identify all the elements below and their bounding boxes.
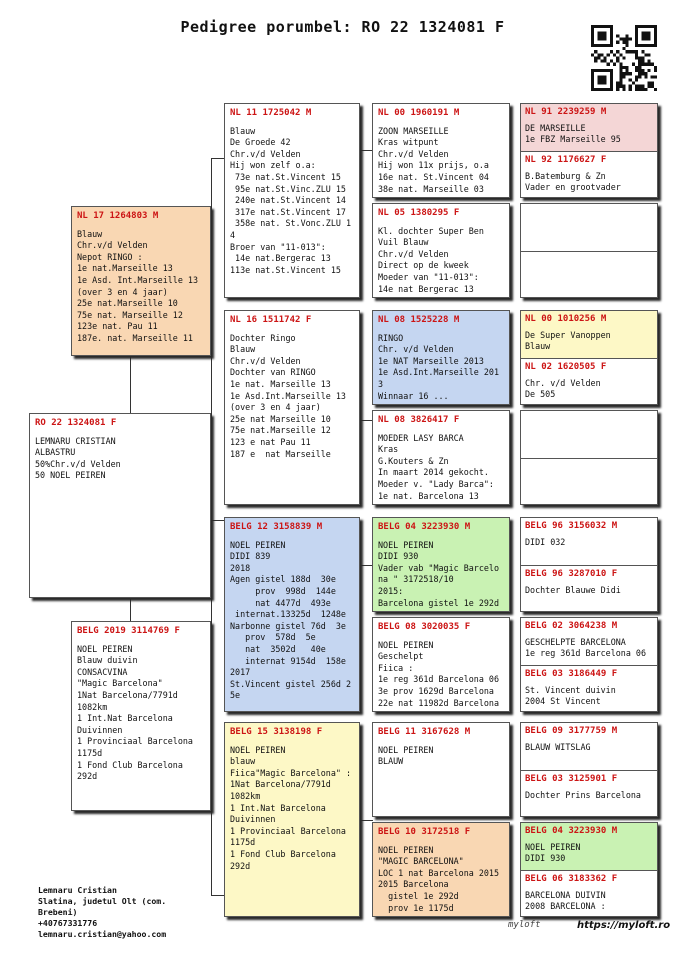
pigeon-info-line: 1e reg 361d Barcelona 06 xyxy=(378,674,500,685)
pigeon-card-gen4 xyxy=(521,518,657,565)
pigeon-info-line: DIDI 930 xyxy=(378,551,419,562)
pigeon-card-gen4 xyxy=(521,665,657,712)
pigeon-info-line: NOEL PEIREN xyxy=(230,539,286,550)
pigeon-info-line: Hij won 11x prijs, o.a xyxy=(378,160,489,171)
pigeon-info-line: De Super Vanoppen xyxy=(525,329,611,340)
pigeon-info-line: Geschelpt xyxy=(378,651,424,662)
brand-logo: myloft xyxy=(508,920,541,930)
pigeon-card-gen4 xyxy=(521,358,657,405)
pigeon-info-line: 25e nat.Marseille 10 xyxy=(77,298,178,309)
pigeon-info-line: 1e Asd.Int.Marseille 201 xyxy=(378,367,500,378)
ring-number: BELG 03 3186449 F xyxy=(525,669,618,679)
pigeon-info-line: (over 3 en 4 jaar) xyxy=(77,286,168,297)
pigeon-info-line: 1e FBZ Marseille 95 xyxy=(525,134,621,145)
pigeon-info-line: De Groede 42 xyxy=(230,137,291,148)
ring-number: NL 11 1725042 M xyxy=(230,108,312,118)
pigeon-card-gen4 xyxy=(521,565,657,612)
pigeon-info-line: NOEL PEIREN xyxy=(378,744,434,755)
pigeon-info-line: DIDI 930 xyxy=(525,853,566,864)
pigeon-info-line: 1e nat. Marseille 13 xyxy=(230,378,331,389)
breeder-contact xyxy=(38,885,166,940)
pigeon-info-line: 1082km xyxy=(230,790,261,801)
pigeon-info-line: 317e nat.St.Vincent 17 xyxy=(230,206,346,217)
pigeon-info-line: prov 578d 5e xyxy=(230,632,316,643)
pigeon-card-gen4 xyxy=(521,251,657,298)
pigeon-info-line: 2017 xyxy=(230,667,251,678)
pigeon-info-line: 187 e nat Marseille xyxy=(230,448,331,459)
pigeon-info-line: Nepot RINGO : xyxy=(77,251,143,262)
pigeon-info-line: 292d xyxy=(230,860,251,871)
pigeon-pair-gen4 xyxy=(520,722,658,817)
pigeon-card-gen2 xyxy=(224,722,360,917)
contact-line: Lemnaru Cristian xyxy=(38,885,117,895)
pigeon-info-line: 4 xyxy=(230,229,236,240)
pigeon-pair-gen4 xyxy=(520,822,658,917)
pigeon-info-line: 1e nat. Barcelona 13 xyxy=(378,490,479,501)
pigeon-pair-gen4 xyxy=(520,310,658,405)
pigeon-info-line: MOEDER LASY BARCA xyxy=(378,432,464,443)
pigeon-card-gen2 xyxy=(224,103,360,298)
pigeon-card-gen4 xyxy=(521,723,657,770)
pigeon-info-line: ZOON MARSEILLE xyxy=(378,125,449,136)
pigeon-card-gen4 xyxy=(521,458,657,505)
pigeon-info-line: 1 Provinciaal Barcelona xyxy=(77,736,193,747)
ring-number: NL 91 2239259 M xyxy=(525,107,607,117)
ring-number: NL 08 1525228 M xyxy=(378,315,460,325)
pigeon-info-line: 358e nat. St.Vonc.ZLU 1 xyxy=(230,218,352,229)
pigeon-info-line: NOEL PEIREN xyxy=(378,639,434,650)
pigeon-info-line: 14e nat Bergerac 13 xyxy=(378,283,474,294)
pigeon-info-line: BLAUW WITSLAG xyxy=(525,741,591,752)
pigeon-info-line: 1Nat Barcelona/7791d xyxy=(77,689,178,700)
pigeon-info-line: In maart 2014 gekocht. xyxy=(378,467,489,478)
ring-number: NL 92 1176627 F xyxy=(525,155,607,165)
pigeon-info-line: Chr.v/d Velden xyxy=(378,248,449,259)
pigeon-info-line: 1e NAT Marseille 2013 xyxy=(378,355,484,366)
ring-number: NL 16 1511742 F xyxy=(230,315,312,325)
pigeon-info-line: B.Batemburg & Zn xyxy=(525,170,606,181)
pigeon-info-line: Vuil Blauw xyxy=(378,237,429,248)
pigeon-card-subject xyxy=(29,413,211,598)
pigeon-card-gen3 xyxy=(372,517,510,612)
pigeon-info-line: Dochter van RINGO xyxy=(230,367,316,378)
pigeon-info-line: 50 NOEL PEIREN xyxy=(35,470,106,481)
pigeon-info-line: Kl. dochter Super Ben xyxy=(378,225,484,236)
pigeon-info-line: 1 Int.Nat Barcelona xyxy=(230,802,326,813)
pigeon-info-line: internat 9154d 158e xyxy=(230,655,346,666)
pigeon-info-line: Chr.v/d Velden xyxy=(230,355,301,366)
contact-line: +40767331776 xyxy=(38,918,98,928)
pigeon-card-gen4 xyxy=(521,618,657,665)
pigeon-info-line: internat.13325d 1248e xyxy=(230,609,346,620)
page-title: Pedigree porumbel: RO 22 1324081 F xyxy=(180,18,505,36)
pigeon-card-gen3 xyxy=(372,822,510,917)
pigeon-info-line: NOEL PEIREN xyxy=(378,844,434,855)
pigeon-info-line: NOEL PEIREN xyxy=(525,841,581,852)
qr-code xyxy=(591,25,657,91)
pigeon-info-line: 2015: xyxy=(378,585,404,596)
pigeon-info-line: Winnaar 16 ... xyxy=(378,390,449,401)
pigeon-info-line: gistel 1e 292d xyxy=(378,890,459,901)
pigeon-info-line: 16e nat. St.Vincent 04 xyxy=(378,171,489,182)
ring-number: NL 08 3826417 F xyxy=(378,415,460,425)
pigeon-info-line: 1 Fond Club Barcelona xyxy=(77,759,183,770)
pigeon-info-line: 187e. nat. Marseille 11 xyxy=(77,332,193,343)
pigeon-info-line: 2004 St Vincent xyxy=(525,696,601,707)
site-link[interactable]: https://myloft.ro xyxy=(577,920,671,931)
pigeon-info-line: Narbonne gistel 76d 3e xyxy=(230,620,346,631)
pigeon-info-line: Chr.v/d Velden xyxy=(77,240,148,251)
pigeon-info-line: (over 3 en 4 jaar) xyxy=(230,402,321,413)
pigeon-info-line: Fiica : xyxy=(378,662,414,673)
pigeon-info-line: Chr.v/d Velden xyxy=(378,148,449,159)
pigeon-card-gen2 xyxy=(224,517,360,712)
pigeon-info-line: Direct op de kweek xyxy=(378,260,469,271)
pigeon-info-line: Broer van "11-013": xyxy=(230,241,326,252)
pigeon-card-gen4 xyxy=(521,823,657,870)
contact-line: Brebeni) xyxy=(38,907,78,917)
pigeon-info-line: Dochter Prins Barcelona xyxy=(525,789,641,800)
pigeon-info-line: 75e nat. Marseille 12 xyxy=(77,309,183,320)
pigeon-info-line: prov 998d 144e xyxy=(230,585,336,596)
pigeon-info-line: 14e nat.Bergerac 13 xyxy=(230,253,331,264)
pigeon-info-line: 38e nat. Marseille 03 xyxy=(378,183,484,194)
pigeon-info-line: 75e nat.Marseille 12 xyxy=(230,425,331,436)
pigeon-info-line: 1Nat Barcelona/7791d xyxy=(230,779,331,790)
pigeon-info-line: 3 xyxy=(378,378,384,389)
pigeon-card-gen4 xyxy=(521,411,657,458)
pigeon-card-gen2 xyxy=(224,310,360,505)
pigeon-info-line: Kras xyxy=(378,444,399,455)
pigeon-info-line: Kras witpunt xyxy=(378,137,439,148)
ring-number: RO 22 1324081 F xyxy=(35,418,117,428)
pigeon-info-line: 2008 BARCELONA : xyxy=(525,901,606,912)
ring-number: BELG 96 3287010 F xyxy=(525,569,618,579)
pigeon-info-line: "Magic Barcelona" xyxy=(77,678,163,689)
pigeon-info-line: 1e Asd. Int.Marseille 13 xyxy=(77,274,199,285)
pigeon-info-line: Moeder van "11-013": xyxy=(378,271,479,282)
ring-number: NL 00 1010256 M xyxy=(525,314,607,324)
pigeon-pair-gen4 xyxy=(520,517,658,612)
pigeon-info-line: 1 Provinciaal Barcelona xyxy=(230,825,346,836)
pigeon-info-line: DE MARSEILLE xyxy=(525,122,586,133)
pigeon-info-line: LOC 1 nat Barcelona 2015 xyxy=(378,867,500,878)
pigeon-info-line: CONSACVINA xyxy=(77,666,128,677)
pigeon-info-line: Dochter Ringo xyxy=(230,332,296,343)
pigeon-info-line: Duivinnen xyxy=(230,814,276,825)
pigeon-card-dam xyxy=(71,621,211,811)
pigeon-info-line: St.Vincent gistel 256d 2 xyxy=(230,678,352,689)
pigeon-info-line: Vader en grootvader xyxy=(525,182,621,193)
pigeon-info-line: Blauw xyxy=(230,125,256,136)
pigeon-info-line: 113e nat.St.Vincent 15 xyxy=(230,264,341,275)
pigeon-info-line: GESCHELPTE BARCELONA xyxy=(525,636,626,647)
pigeon-card-gen4 xyxy=(521,870,657,917)
pigeon-info-line: ALBASTRU xyxy=(35,447,76,458)
pigeon-info-line: Dochter Blauwe Didi xyxy=(525,584,621,595)
pigeon-pair-gen4 xyxy=(520,203,658,298)
pigeon-info-line: 5e xyxy=(230,690,241,701)
pigeon-info-line: nat 3502d 40e xyxy=(230,643,326,654)
pigeon-info-line: LEMNARU CRISTIAN xyxy=(35,435,116,446)
pigeon-info-line: 3e prov 1629d Barcelona xyxy=(378,685,494,696)
ring-number: BELG 02 3064238 M xyxy=(525,621,618,631)
pigeon-info-line: 2015 Barcelona xyxy=(378,879,449,890)
pigeon-info-line: 292d xyxy=(77,771,98,782)
pigeon-info-line: 240e nat.St.Vincent 14 xyxy=(230,195,346,206)
pigeon-card-gen3 xyxy=(372,310,510,405)
pigeon-card-gen4 xyxy=(521,151,657,198)
pigeon-card-gen4 xyxy=(521,770,657,817)
pigeon-info-line: NOEL PEIREN xyxy=(77,643,133,654)
pigeon-pair-gen4 xyxy=(520,410,658,505)
pigeon-info-line: DIDI 032 xyxy=(525,536,566,547)
ring-number: BELG 03 3125901 F xyxy=(525,774,618,784)
pigeon-info-line: 50%Chr.v/d Velden xyxy=(35,458,121,469)
pigeon-info-line: 25e nat Marseille 10 xyxy=(230,413,331,424)
pigeon-pair-gen4 xyxy=(520,103,658,198)
pigeon-card-gen3 xyxy=(372,203,510,298)
pigeon-info-line: Vader vab "Magic Barcelo xyxy=(378,562,500,573)
pigeon-info-line: Blauw duivin xyxy=(77,655,138,666)
pigeon-info-line: St. Vincent duivin xyxy=(525,684,616,695)
contact-email[interactable]: lemnaru.cristian@yahoo.com xyxy=(38,929,167,939)
ring-number: NL 17 1264803 M xyxy=(77,211,159,221)
pigeon-info-line: 1082km xyxy=(77,701,108,712)
pigeon-info-line: 1 Int.Nat Barcelona xyxy=(77,713,173,724)
pigeon-info-line: blauw xyxy=(230,756,256,767)
pigeon-info-line: nat 4477d 493e xyxy=(230,597,331,608)
pigeon-info-line: De 505 xyxy=(525,389,556,400)
pigeon-info-line: Blauw xyxy=(77,228,103,239)
pigeon-info-line: RINGO xyxy=(378,332,404,343)
ring-number: NL 00 1960191 M xyxy=(378,108,460,118)
pigeon-card-gen3 xyxy=(372,617,510,712)
ring-number: BELG 09 3177759 M xyxy=(525,726,618,736)
pigeon-info-line: 73e nat.St.Vincent 15 xyxy=(230,171,341,182)
ring-number: BELG 15 3138198 F xyxy=(230,727,323,737)
pigeon-card-gen3 xyxy=(372,722,510,817)
pigeon-info-line: 95e nat.St.Vinc.ZLU 15 xyxy=(230,183,346,194)
pigeon-info-line: 22e nat 11982d Barcelona xyxy=(378,697,500,708)
pigeon-info-line: Chr.v/d Velden xyxy=(230,148,301,159)
pigeon-info-line: Barcelona gistel 1e 292d xyxy=(378,597,500,608)
pigeon-card-gen4 xyxy=(521,311,657,358)
pigeon-info-line: 1 Fond Club Barcelona xyxy=(230,848,336,859)
pigeon-info-line: 1175d xyxy=(77,747,103,758)
ring-number: BELG 06 3183362 F xyxy=(525,874,618,884)
pigeon-info-line: NOEL PEIREN xyxy=(378,539,434,550)
contact-line: Slatina, judetul Olt (com. xyxy=(38,896,167,906)
pigeon-info-line: G.Kouters & Zn xyxy=(378,455,449,466)
ring-number: BELG 2019 3114769 F xyxy=(77,626,180,636)
pigeon-info-line: Fiica"Magic Barcelona" : xyxy=(230,767,352,778)
pigeon-info-line: 1e reg 361d Barcelona 06 xyxy=(525,648,647,659)
pigeon-info-line: 123 e nat Pau 11 xyxy=(230,436,311,447)
ring-number: BELG 08 3020035 F xyxy=(378,622,471,632)
pigeon-info-line: Agen gistel 188d 30e xyxy=(230,574,336,585)
pigeon-info-line: Chr. v/d Velden xyxy=(525,377,601,388)
pigeon-info-line: 1175d xyxy=(230,837,256,848)
pigeon-info-line: 2018 xyxy=(230,562,251,573)
pigeon-info-line: NOEL PEIREN xyxy=(230,744,286,755)
pigeon-info-line: "MAGIC BARCELONA" xyxy=(378,856,464,867)
ring-number: NL 02 1620505 F xyxy=(525,362,607,372)
pigeon-info-line: 123e nat. Pau 11 xyxy=(77,321,158,332)
pigeon-card-gen3 xyxy=(372,410,510,505)
pigeon-card-gen4 xyxy=(521,104,657,151)
pigeon-pair-gen4 xyxy=(520,617,658,712)
ring-number: BELG 96 3156032 M xyxy=(525,521,618,531)
ring-number: BELG 11 3167628 M xyxy=(378,727,471,737)
pigeon-info-line: BLAUW xyxy=(378,756,404,767)
pigeon-card-gen4 xyxy=(521,204,657,251)
pigeon-info-line: Blauw xyxy=(230,344,256,355)
pigeon-info-line: DIDI 839 xyxy=(230,551,271,562)
ring-number: BELG 10 3172518 F xyxy=(378,827,471,837)
pigeon-info-line: Hij won zelf o.a: xyxy=(230,160,316,171)
pigeon-info-line: Moeder v. "Lady Barca": xyxy=(378,478,494,489)
ring-number: BELG 04 3223930 M xyxy=(525,826,618,836)
pigeon-card-sire xyxy=(71,206,211,356)
ring-number: BELG 12 3158839 M xyxy=(230,522,323,532)
pigeon-info-line: na " 3172518/10 xyxy=(378,574,454,585)
pigeon-info-line: 1e Asd.Int.Marseille 13 xyxy=(230,390,346,401)
pigeon-info-line: Duivinnen xyxy=(77,724,123,735)
pigeon-info-line: BARCELONA DUIVIN xyxy=(525,889,606,900)
pigeon-info-line: prov 1e 1175d xyxy=(378,902,454,913)
pigeon-info-line: Blauw xyxy=(525,341,551,352)
pigeon-card-gen3 xyxy=(372,103,510,198)
pigeon-info-line: 1e nat.Marseille 13 xyxy=(77,263,173,274)
pigeon-info-line: Chr. v/d Velden xyxy=(378,344,454,355)
ring-number: BELG 04 3223930 M xyxy=(378,522,471,532)
ring-number: NL 05 1380295 F xyxy=(378,208,460,218)
